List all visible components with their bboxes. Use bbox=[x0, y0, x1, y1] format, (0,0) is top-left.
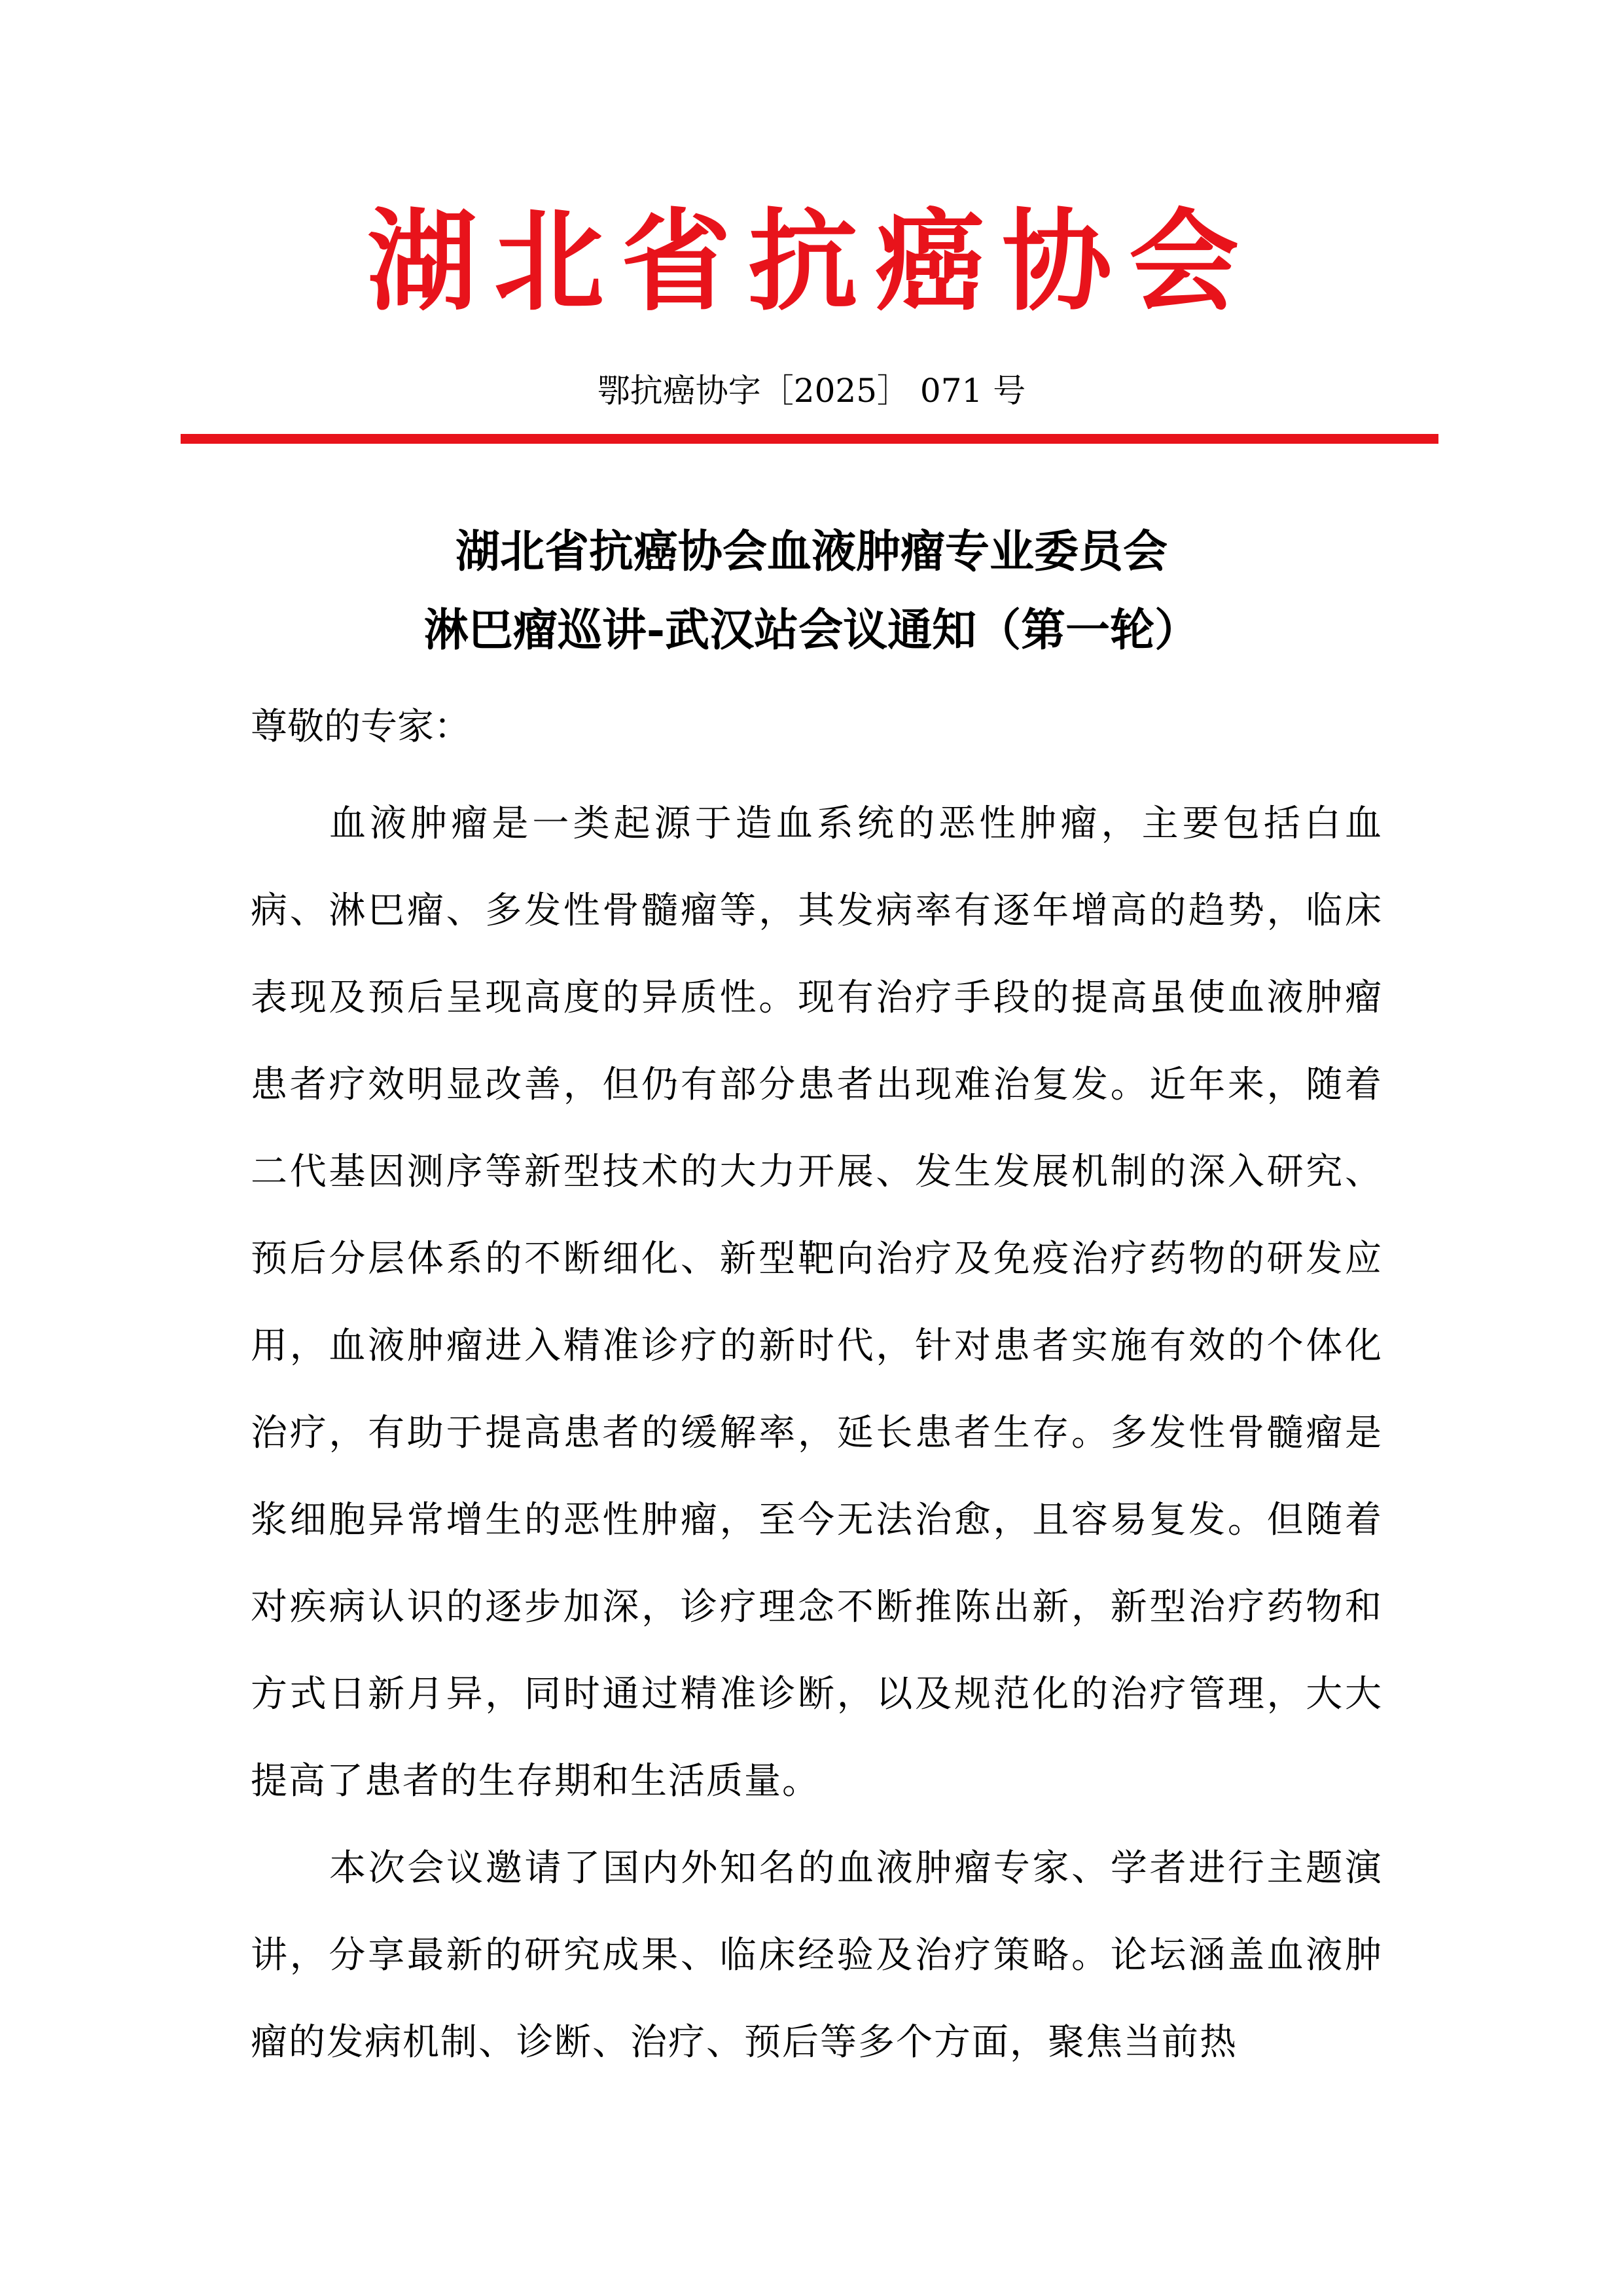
notice-title bbox=[0, 512, 1623, 670]
organization-header: 湖北省抗癌协会 bbox=[367, 198, 1256, 326]
notice-body bbox=[251, 780, 1383, 2086]
title-line-1: 湖北省抗癌协会血液肿瘤专业委员会 bbox=[455, 526, 1168, 578]
salutation: 尊敬的专家： bbox=[251, 706, 471, 748]
red-divider-line bbox=[181, 434, 1438, 444]
body-paragraph-2: 本次会议邀请了国内外知名的血液肿瘤专家、学者进行主题演讲，分享最新的研究成果、临床经验及治疗策略。论坛涵盖血液肿瘤的发病机制、诊断、治疗、预后等多个方面，聚焦当前热 bbox=[251, 1847, 1383, 2064]
title-line-2: 淋巴瘤巡讲-武汉站会议通知（第一轮） bbox=[423, 604, 1200, 656]
body-paragraph-1: 血液肿瘤是一类起源于造血系统的恶性肿瘤，主要包括白血病、淋巴瘤、多发性骨髓瘤等，其发病率有逐年增高的趋势，临床表现及预后呈现高度的异质性。现有治疗手段的提高虽使血液肿瘤患者疗效明显改善，但仍有部分患者出现难治复发。近年来，随着二代基因测序等新型技术的大力开展、发生发展机制的深入研究、预后分层体系的不断细化、新型靶向治疗及免疫治疗药物的研发应用，血液肿瘤进入精准诊疗的新时代，针对患者实施有效的个体化治疗，有助于提高患者的缓解率，延长患者生存。多发性骨髓瘤是浆细胞异常增生的恶性肿瘤，至今无法治愈，且容易复发。但随着对疾病认识的逐步加深，诊疗理念不断推陈出新，新型治疗药物和方式日新月异，同时通过精准诊断，以及规范化的治疗管理，大大提高了患者的生存期和生活质量。 bbox=[251, 802, 1383, 1803]
document-number: 鄂抗癌协字［2025］ 071 号 bbox=[597, 372, 1026, 410]
